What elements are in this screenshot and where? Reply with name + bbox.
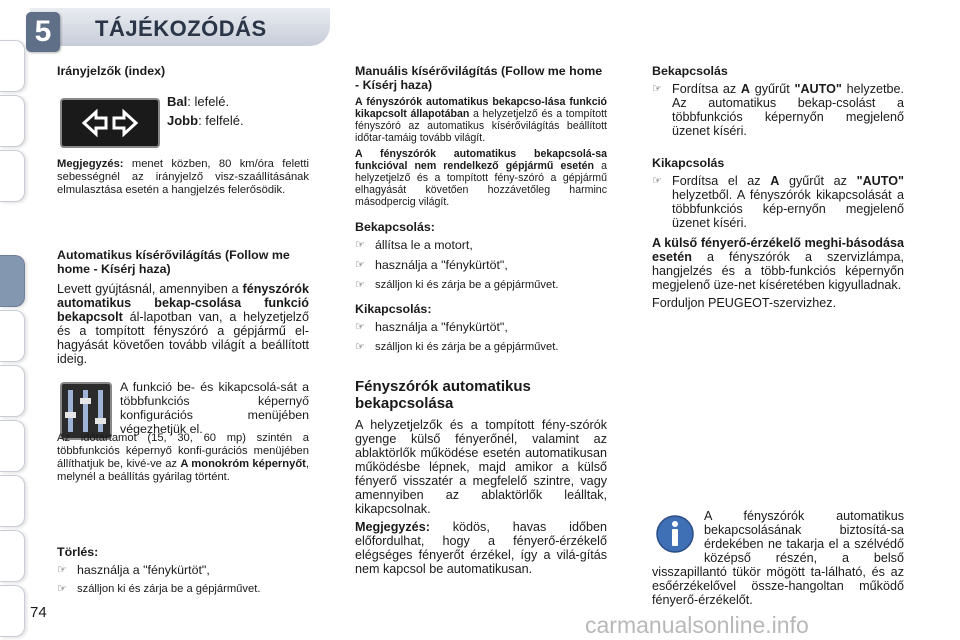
para-bold: "AUTO"	[856, 174, 904, 188]
list-item	[57, 583, 309, 595]
pointer-icon: ☞	[652, 83, 662, 95]
note-label: Megjegyzés:	[57, 158, 124, 170]
delete-block	[57, 545, 309, 601]
chapter-tab[interactable]	[0, 585, 25, 637]
function-text	[120, 380, 309, 440]
pointer-icon: ☞	[57, 564, 67, 576]
para-bold: A fényszórók automatikus bekapcso-lása funkció kikapcsolt állapotában	[355, 96, 607, 120]
section-heading: Bekapcsolás	[652, 64, 728, 78]
chapter-number: 5	[26, 12, 60, 52]
column-2	[355, 64, 607, 580]
para-text: A funkció be- és kikapcsolá-sát a többfunkciós képernyő konfigurációs menüjében végezhetjük el.	[120, 380, 309, 436]
section-heading: Kikapcsolás:	[355, 302, 432, 316]
pointer-icon: ☞	[355, 341, 365, 353]
para-text: Az időtartamot (15, 30, 60 mp) szintén a többfunkciós képernyő konfi-gurációs menüjében állíthatjuk be, kivé-ve az	[57, 432, 309, 470]
list-item	[57, 563, 309, 577]
note-text: menet közben, 80 km/óra feletti sebességnél az irányjelző visz-szaállításának elmulasztása esetén a hangjelzés felerősödik.	[57, 158, 309, 196]
auto-follow-block	[57, 248, 309, 370]
pointer-icon: ☞	[355, 279, 365, 291]
para-bold: fényszórók automatikus bekap-csolása funkció bekapcsolt	[57, 282, 309, 324]
section-heading: Kikapcsolás	[652, 156, 725, 170]
para-bold: "AUTO"	[794, 82, 842, 96]
section-heading: Manuális kísérővilágítás (Follow me home - Kísérj haza)	[355, 64, 603, 92]
para-text: a fényszórók a szervizlámpa, hangjelzés és a több-funkciós képernyőn megjelenő üze-net kíséretében kigyulladnak.	[652, 250, 904, 292]
para-text: helyzetből. A fényszórók kikapcsolását a többfunkciós kép-ernyőn megjelenő üzenet kíséri.	[672, 188, 904, 230]
list-item-text: használja a "fénykürtöt",	[375, 258, 508, 272]
list-item	[355, 320, 607, 334]
right-text: : felfelé.	[198, 113, 244, 128]
pointer-icon: ☞	[652, 175, 662, 187]
list-item-text: szálljon ki és zárja be a gépjárművet.	[375, 341, 559, 353]
list-item	[355, 238, 607, 252]
para-text: gyűrűt	[750, 82, 795, 96]
config-sliders-icon	[62, 384, 110, 438]
para-text: ál-lapotban van, a helyzetjelző és a tompított fényszóró a gépjármű el-hagyását követően tovább világít a beállított ideig.	[57, 310, 309, 366]
column-1	[57, 64, 309, 82]
info-note	[652, 509, 904, 611]
list-item-text: használja a "fénykürtöt",	[375, 320, 508, 334]
para-bold: A	[740, 82, 751, 96]
section-heading: Automatikus kísérővilágítás (Follow me home - Kísérj haza)	[57, 248, 290, 276]
left-label: Bal	[167, 94, 188, 109]
para-text: helyzetbe. Az automatikus bekap-csolást a többfunkciós képernyőn megjelenő üzenet kíséri.	[672, 82, 904, 138]
pointer-icon: ☞	[355, 321, 365, 333]
list-item	[355, 258, 607, 272]
left-text: : lefelé.	[187, 94, 230, 109]
para-bold: A külső fényerő-érzékelő meghi-básodása esetén	[652, 236, 904, 264]
list-item	[355, 340, 607, 354]
list-item-text: szálljon ki és zárja be a gépjárművet.	[77, 583, 261, 595]
column-3	[652, 64, 904, 314]
note-block	[57, 158, 309, 201]
pointer-icon: ☞	[355, 239, 365, 251]
page-title: TÁJÉKOZÓDÁS	[95, 16, 267, 41]
watermark: carmanualsonline.info	[585, 612, 809, 638]
chapter-tab[interactable]	[0, 95, 25, 147]
para-text: a helyzetjelző és a tompított fényszóró az automatikus kísérővilágítás beállított időtar-tamáig tovább világít.	[355, 108, 607, 144]
section-heading: Törlés:	[57, 545, 99, 559]
pointer-icon: ☞	[57, 583, 67, 595]
section-heading-large: Fényszórók automatikus bekapcsolása	[355, 378, 531, 412]
list-item	[652, 174, 904, 230]
para-text: Fordítsa el az	[672, 174, 771, 188]
para-text: gyűrűt az	[779, 174, 857, 188]
chapter-tab[interactable]	[0, 420, 25, 472]
para-text: A helyzetjelzők és a tompított fény-szórók gyenge külső fényerőnél, valamint az ablaktörlők működése esetén automatikusan működésbe lépnek, majd amikor a külső fényerő visszatér a megfelelő szintre, vagy amennyiben az ablaktörlők leálltak, kikapcsolnak.	[355, 418, 607, 516]
direction-labels	[167, 94, 307, 129]
chapter-tab[interactable]	[0, 475, 25, 527]
right-label: Jobb	[167, 113, 199, 128]
list-item	[652, 82, 904, 138]
info-spacer	[652, 509, 704, 557]
chapter-tab[interactable]	[0, 150, 25, 202]
para-text: a helyzetjelző és a tompított fény-szóró a gépjármű elhagyását követően hozzávetőleg harminc másodpercig világít.	[355, 160, 607, 208]
para-text: , melynél a beállítás gyárilag történt.	[57, 458, 310, 483]
para-text: Fordítsa az	[672, 82, 741, 96]
chapter-tab[interactable]	[0, 365, 25, 417]
chapter-tab[interactable]	[0, 310, 25, 362]
chapter-tab[interactable]	[0, 530, 25, 582]
list-item-text: állítsa le a motort,	[375, 238, 473, 252]
duration-text	[57, 432, 309, 488]
section-heading: Irányjelzők (index)	[57, 64, 166, 78]
list-item	[355, 278, 607, 292]
section-heading: Bekapcsolás:	[355, 220, 435, 234]
note-label: Megjegyzés:	[355, 520, 430, 534]
para-bold: A fényszórók automatikus bekapcsolá-sa funkcióval nem rendelkező gépjármű esetén	[355, 148, 607, 172]
page-number: 74	[30, 604, 47, 621]
list-item-text: használja a "fénykürtöt",	[77, 563, 210, 577]
indicator-stalk-image	[60, 98, 160, 148]
chapter-sidebar	[0, 0, 30, 640]
para-text: Levett gyújtásnál, amennyiben a	[57, 282, 243, 296]
pointer-icon: ☞	[355, 259, 365, 271]
para-text: Forduljon PEUGEOT-szervizhez.	[652, 296, 837, 310]
para-bold: A	[770, 174, 780, 188]
chapter-tab-active[interactable]	[0, 255, 25, 307]
turn-arrows-icon	[62, 100, 158, 146]
note-text: ködös, havas időben előfordulhat, hogy a fényerő-érzékelő elégséges fényerőt érzékel, így a vilá-gítás nem kapcsol be automatikusan.	[355, 520, 607, 576]
page-header	[0, 0, 960, 56]
para-bold: A monokróm képernyőt	[180, 458, 306, 470]
list-item-text: szálljon ki és zárja be a gépjárművet.	[375, 279, 559, 291]
info-text: A fényszórók automatikus bekapcsolásának biztosítá-sa érdekében ne takarja el a szélvédő középső részén, a belső visszapillantó tükör mögött ta-lálható, és az esőérzékelővel össze-hangoltan működő fényerő-érzékelőt.	[652, 509, 904, 607]
